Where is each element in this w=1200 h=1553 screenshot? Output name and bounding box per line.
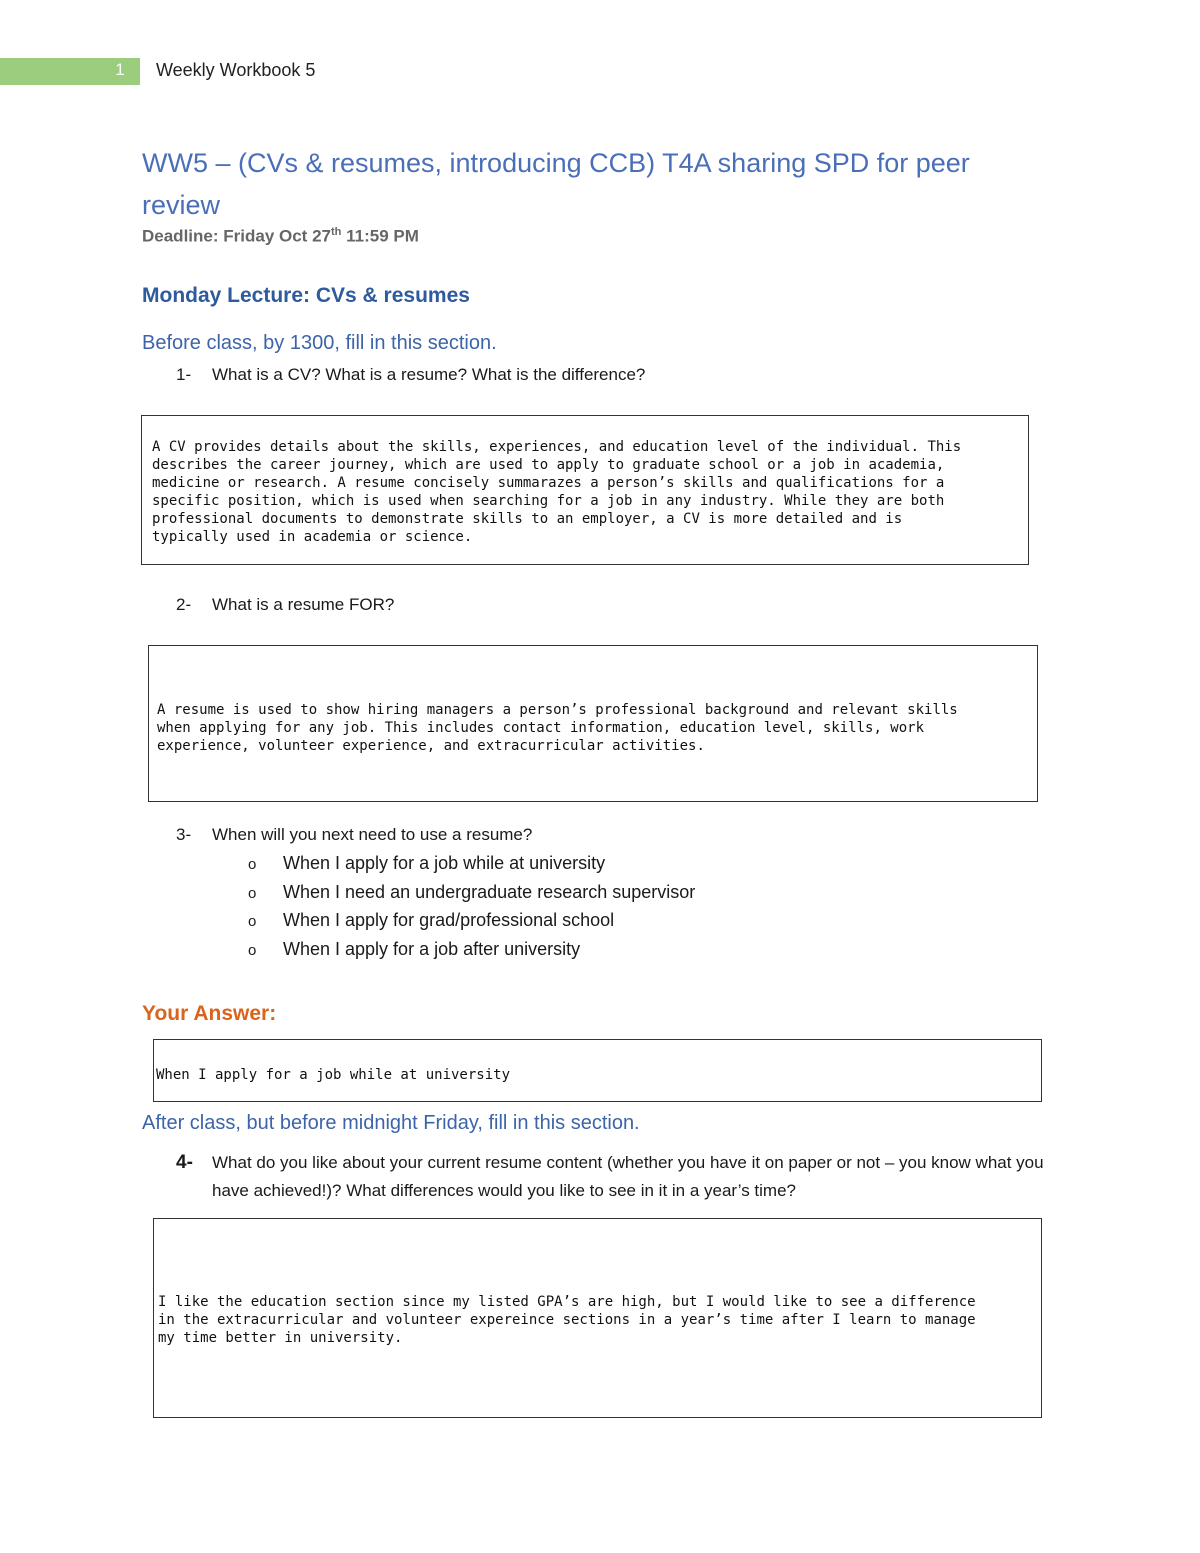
question-text: When will you next need to use a resume? [212, 825, 533, 844]
option-text: When I need an undergraduate research supervisor [283, 881, 696, 902]
question-number: 4- [176, 1152, 193, 1173]
question-4 [176, 1149, 1066, 1205]
answer-box-2[interactable] [148, 645, 1038, 802]
question-number: 3- [176, 825, 192, 844]
deadline-time: 11:59 PM [346, 226, 419, 246]
option-item [248, 936, 695, 965]
option-item [248, 879, 695, 908]
deadline [142, 226, 419, 247]
answer-text: When I apply for a job while at university [156, 1067, 511, 1083]
answer-box-4[interactable] [153, 1218, 1042, 1418]
option-text: When I apply for grad/professional school [283, 910, 615, 930]
question-text: What is a CV? What is a resume? What is the difference? [212, 365, 646, 384]
option-item [248, 850, 695, 879]
answer-text: A CV provides details about the skills, experiences, and education level of the individual. This describes the career journey, which are used to apply to graduate school or a job in academia, medicine or research. A resume concisely summarazes a person’s skills and qualifications for a specific position, which is used when searching for a job in any industry. While they are both professional documents to demonstrate skills to an employer, a CV is more detailed and is typically used in academia or science. [152, 439, 962, 545]
deadline-label: Deadline: [142, 226, 219, 246]
answer-text: I like the education section since my listed GPA’s are high, but I would like to see a difference in the extracurricular and volunteer expereince sections in a year’s time after I learn to manage my time better in university. [158, 1294, 976, 1346]
question-text: What do you like about your current resume content (whether you have it on paper or not – you know what you have achieved!)? What differences would you like to see in it in a year’s time? [212, 1153, 1044, 1200]
answer-box-3[interactable] [153, 1039, 1042, 1102]
answer-box-1[interactable] [141, 415, 1029, 565]
option-text: When I apply for a job while at university [283, 853, 606, 873]
question-text: What is a resume FOR? [212, 595, 395, 614]
option-text: When I apply for a job after university [283, 938, 581, 959]
your-answer-label: Your Answer: [142, 1002, 277, 1025]
deadline-date: Friday Oct 27 [223, 226, 331, 246]
question-number: 1- [176, 365, 192, 384]
option-item [248, 907, 695, 936]
document-title: WW5 – (CVs & resumes, introducing CCB) T4A sharing SPD for peer review [142, 148, 970, 220]
page-number: 1 [115, 60, 125, 79]
header-title: Weekly Workbook 5 [156, 60, 316, 80]
section-heading: Monday Lecture: CVs & resumes [142, 284, 470, 307]
bullet-icon: o [248, 884, 257, 902]
bullet-icon: o [248, 941, 257, 959]
question-1 [176, 361, 645, 389]
answer-text: A resume is used to show hiring managers a person’s professional background and relevant skills when applying for any job. This includes contact information, education level, skills, work experience, volunteer experience, and extracurricular activities. [157, 702, 958, 754]
bullet-icon: o [248, 856, 257, 873]
bullet-icon: o [248, 913, 257, 930]
question-2 [176, 591, 394, 619]
after-class-instruction: After class, but before midnight Friday, fill in this section. [142, 1112, 640, 1134]
question-3-options [248, 850, 695, 964]
before-class-instruction: Before class, by 1300, fill in this section. [142, 332, 497, 354]
question-3 [176, 821, 532, 849]
question-number: 2- [176, 595, 192, 614]
deadline-date-suffix: th [330, 226, 342, 238]
